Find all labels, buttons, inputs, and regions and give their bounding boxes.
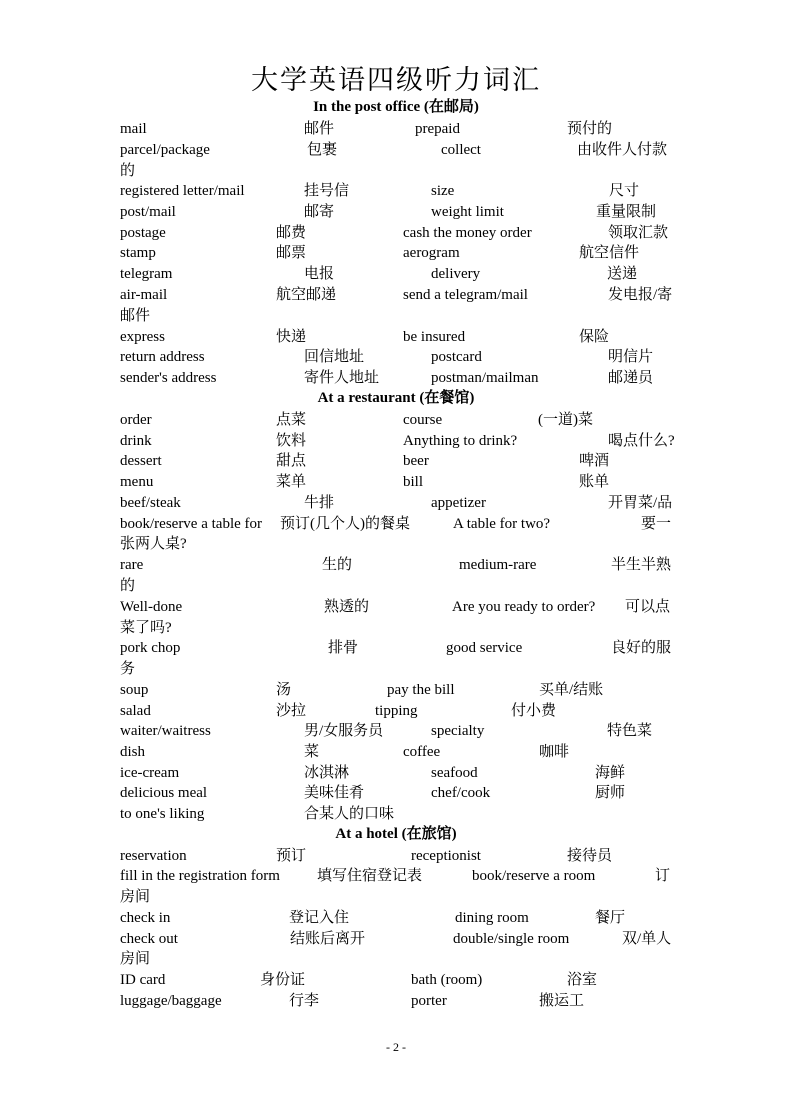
english-term: menu [120, 474, 154, 490]
chinese-meaning: 航空邮递 [276, 287, 337, 303]
english-term: dish [120, 744, 146, 760]
english-term: postcard [431, 349, 482, 365]
chinese-meaning: 菜 [304, 744, 320, 760]
chinese-meaning: 美味佳肴 [304, 785, 365, 801]
chinese-meaning: 厨师 [595, 785, 626, 801]
chinese-meaning: 航空信件 [579, 245, 640, 261]
english-term: check out [120, 931, 178, 947]
chinese-meaning: (一道)菜 [538, 412, 593, 428]
page-number: - 2 - [386, 1040, 406, 1054]
chinese-meaning: 可以点 [625, 599, 671, 615]
english-term: Are you ready to order? [452, 599, 596, 615]
chinese-meaning: 保险 [579, 329, 610, 345]
chinese-meaning: 汤 [276, 682, 292, 698]
chinese-meaning: 买单/结账 [539, 682, 604, 698]
english-term: good service [446, 640, 523, 656]
chinese-meaning: 快递 [276, 329, 307, 345]
english-term: aerogram [403, 245, 460, 261]
chinese-meaning: 电报 [304, 266, 335, 282]
english-term: rare [120, 557, 144, 573]
english-term: reservation [120, 848, 187, 864]
english-term: telegram [120, 266, 173, 282]
wrapped-continuation: 菜了吗? [120, 620, 172, 636]
chinese-meaning: 发电报/寄 [608, 287, 673, 303]
english-term: postman/mailman [431, 370, 539, 386]
english-term: prepaid [415, 121, 460, 137]
english-term: parcel/package [120, 142, 210, 158]
english-term: pork chop [120, 640, 181, 656]
chinese-meaning: 邮票 [276, 245, 307, 261]
chinese-meaning: 接待员 [567, 848, 613, 864]
english-term: return address [120, 349, 205, 365]
english-term: delivery [431, 266, 481, 282]
chinese-meaning: 良好的服 [611, 640, 672, 656]
chinese-meaning: 账单 [579, 474, 610, 490]
chinese-meaning: 要一 [641, 516, 672, 532]
chinese-meaning: 邮费 [276, 225, 307, 241]
english-term: soup [120, 682, 149, 698]
chinese-meaning: 开胃菜/品 [608, 495, 673, 511]
chinese-meaning: 餐厅 [595, 910, 626, 926]
chinese-meaning: 菜单 [276, 474, 307, 490]
chinese-meaning: 挂号信 [304, 183, 350, 199]
english-term: size [431, 183, 455, 199]
english-term: coffee [403, 744, 441, 760]
english-term: dining room [455, 910, 529, 926]
english-term: Anything to drink? [403, 433, 518, 449]
english-term: receptionist [411, 848, 481, 864]
chinese-meaning: 啤酒 [579, 453, 610, 469]
english-term: cash the money order [403, 225, 532, 241]
english-term: beer [403, 453, 429, 469]
english-term: specialty [431, 723, 485, 739]
section-heading: In the post office (在邮局) [313, 99, 479, 115]
english-term: send a telegram/mail [403, 287, 528, 303]
english-term: air-mail [120, 287, 168, 303]
chinese-meaning: 明信片 [608, 349, 654, 365]
chinese-meaning: 海鲜 [595, 765, 626, 781]
wrapped-continuation: 邮件 [120, 308, 151, 324]
english-term: ice-cream [120, 765, 180, 781]
chinese-meaning: 邮件 [304, 121, 335, 137]
english-term: waiter/waitress [120, 723, 211, 739]
chinese-meaning: 浴室 [567, 972, 598, 988]
english-term: book/reserve a table for [120, 516, 263, 532]
chinese-meaning: 填写住宿登记表 [317, 868, 423, 884]
english-term: seafood [431, 765, 478, 781]
english-term: bath (room) [411, 972, 483, 988]
chinese-meaning: 邮寄 [304, 204, 335, 220]
english-term: porter [411, 993, 447, 1009]
chinese-meaning: 尺寸 [609, 183, 640, 199]
english-term: to one's liking [120, 806, 205, 822]
chinese-meaning: 回信地址 [304, 349, 365, 365]
chinese-meaning: 预付的 [567, 121, 613, 137]
english-term: appetizer [431, 495, 486, 511]
english-term: pay the bill [387, 682, 455, 698]
chinese-meaning: 预订(几个人)的餐桌 [280, 516, 410, 532]
english-term: book/reserve a room [472, 868, 596, 884]
chinese-meaning: 半生半熟 [611, 557, 672, 573]
chinese-meaning: 结账后离开 [290, 931, 366, 947]
wrapped-continuation: 房间 [120, 951, 151, 967]
chinese-meaning: 寄件人地址 [304, 370, 380, 386]
english-term: Well-done [120, 599, 183, 615]
english-term: delicious meal [120, 785, 208, 801]
chinese-meaning: 沙拉 [276, 703, 307, 719]
chinese-meaning: 重量限制 [596, 204, 657, 220]
chinese-meaning: 由收件人付款 [577, 142, 668, 158]
chinese-meaning: 男/女服务员 [304, 723, 384, 739]
chinese-meaning: 付小费 [511, 703, 557, 719]
chinese-meaning: 喝点什么? [608, 433, 675, 449]
section-heading: At a hotel (在旅馆) [335, 826, 457, 842]
chinese-meaning: 饮料 [276, 433, 307, 449]
chinese-meaning: 包裹 [307, 142, 338, 158]
wrapped-continuation: 的 [120, 163, 136, 179]
chinese-meaning: 咖啡 [539, 744, 570, 760]
chinese-meaning: 合某人的口味 [304, 806, 395, 822]
chinese-meaning: 生的 [322, 557, 353, 573]
english-term: course [403, 412, 443, 428]
chinese-meaning: 双/单人 [622, 931, 672, 947]
english-term: chef/cook [431, 785, 491, 801]
english-term: weight limit [431, 204, 504, 220]
english-term: postage [120, 225, 166, 241]
chinese-meaning: 甜点 [276, 453, 307, 469]
english-term: drink [120, 433, 152, 449]
wrapped-continuation: 务 [120, 661, 136, 677]
english-term: tipping [375, 703, 418, 719]
english-term: fill in the registration form [120, 868, 280, 884]
chinese-meaning: 冰淇淋 [304, 765, 350, 781]
section-heading: At a restaurant (在餐馆) [317, 390, 475, 406]
english-term: medium-rare [459, 557, 537, 573]
page-title: 大学英语四级听力词汇 [251, 65, 541, 96]
english-term: express [120, 329, 165, 345]
english-term: collect [441, 142, 481, 158]
chinese-meaning: 登记入住 [289, 910, 350, 926]
chinese-meaning: 行李 [289, 993, 320, 1009]
chinese-meaning: 送递 [607, 266, 638, 282]
chinese-meaning: 点菜 [276, 412, 307, 428]
english-term: A table for two? [453, 516, 551, 532]
english-term: beef/steak [120, 495, 181, 511]
english-term: double/single room [453, 931, 570, 947]
english-term: registered letter/mail [120, 183, 245, 199]
english-term: check in [120, 910, 171, 926]
wrapped-continuation: 的 [120, 578, 136, 594]
wrapped-continuation: 房间 [120, 889, 151, 905]
chinese-meaning: 熟透的 [324, 599, 370, 615]
chinese-meaning: 预订 [276, 848, 307, 864]
english-term: post/mail [120, 204, 176, 220]
english-term: be insured [403, 329, 466, 345]
chinese-meaning: 订 [655, 868, 671, 884]
english-term: dessert [120, 453, 162, 469]
english-term: stamp [120, 245, 156, 261]
chinese-meaning: 牛排 [304, 495, 335, 511]
chinese-meaning: 搬运工 [539, 993, 585, 1009]
chinese-meaning: 邮递员 [608, 370, 654, 386]
english-term: bill [403, 474, 424, 490]
chinese-meaning: 身份证 [260, 972, 306, 988]
english-term: salad [120, 703, 151, 719]
chinese-meaning: 排骨 [328, 640, 359, 656]
english-term: mail [120, 121, 147, 137]
wrapped-continuation: 张两人桌? [120, 536, 187, 552]
english-term: order [120, 412, 152, 428]
english-term: luggage/baggage [120, 993, 222, 1009]
chinese-meaning: 领取汇款 [608, 225, 669, 241]
english-term: sender's address [120, 370, 217, 386]
english-term: ID card [120, 972, 166, 988]
chinese-meaning: 特色菜 [607, 723, 653, 739]
